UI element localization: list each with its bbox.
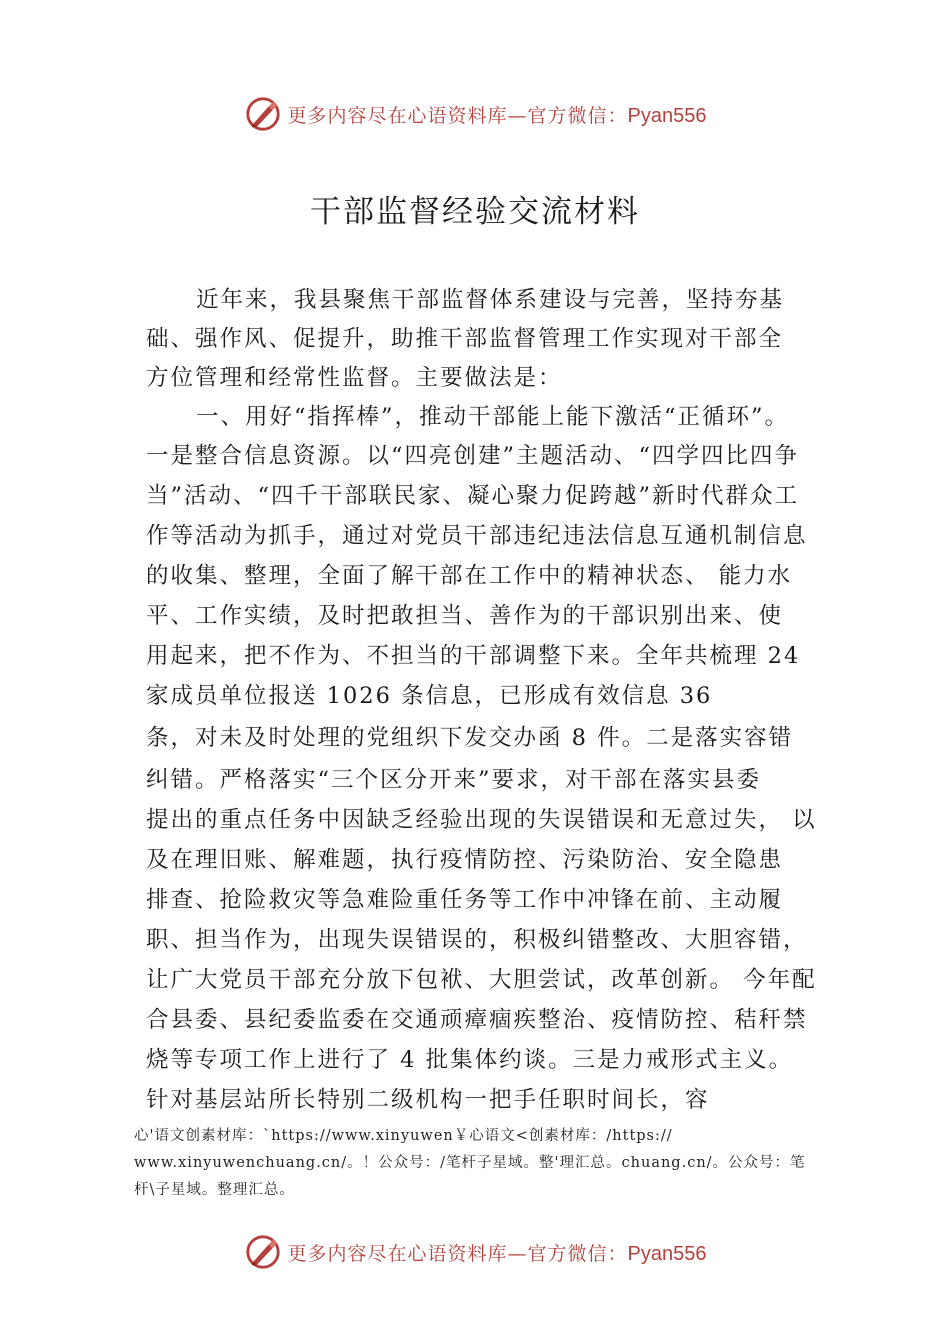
body-line: 用起来，把不作为、不担当的干部调整下来。全年共梳理 24 bbox=[146, 643, 801, 669]
footer-note-line: www.xinyuwenchuang.cn/。！公众号：/笔杆子星域。整'理汇总。chuang.cn/。公众号：笔 bbox=[134, 1155, 806, 1171]
body-line: 家成员单位报送 1026 条信息，已形成有效信息 36 bbox=[146, 683, 713, 709]
pen-logo-icon bbox=[244, 1233, 282, 1271]
body-line: 作等活动为抓手，通过对党员干部违纪违法信息互通机制信息 bbox=[146, 523, 808, 549]
body-line: 一是整合信息资源。以“四亮创建”主题活动、“四学四比四争 bbox=[146, 443, 800, 469]
body-line: 提出的重点任务中因缺乏经验出现的失误错误和无意过失， 以 bbox=[146, 807, 817, 833]
banner-text: 更多内容尽在心语资料库—官方微信：Pyan556 bbox=[287, 104, 707, 127]
footer-banner bbox=[0, 1230, 950, 1274]
section-heading: 一、用好“指挥棒”，推动干部能上能下激活“正循环”。 bbox=[196, 404, 790, 430]
body-line: 合县委、县纪委监委在交通顽瘴痼疾整治、疫情防控、秸秆禁 bbox=[146, 1007, 808, 1033]
body-line: 条，对未及时处理的党组织下发交办函 8 件。二是落实容错 bbox=[146, 725, 794, 751]
pen-logo-icon bbox=[244, 95, 282, 133]
banner-text: 更多内容尽在心语资料库—官方微信：Pyan556 bbox=[287, 1242, 707, 1265]
body-line: 平、工作实绩，及时把敢担当、善作为的干部识别出来、使 bbox=[146, 603, 784, 629]
body-line: 当”活动、“四千干部联民家、凝心聚力促跨越”新时代群众工 bbox=[146, 483, 800, 509]
body-line: 的收集、整理，全面了解干部在工作中的精神状态、 能力水 bbox=[146, 563, 793, 589]
body-line: 烧等专项工作上进行了 4 批集体约谈。三是力戒形式主义。 bbox=[146, 1047, 794, 1073]
body-line: 础、强作风、促提升，助推干部监督管理工作实现对干部全 bbox=[146, 326, 784, 352]
body-line: 纠错。严格落实“三个区分开来”要求，对干部在落实县委 bbox=[146, 767, 762, 793]
body-line: 让广大党员干部充分放下包袱、大胆尝试，改革创新。 今年配 bbox=[146, 967, 817, 993]
body-line: 针对基层站所长特别二级机构一把手任职时间长，容 bbox=[146, 1087, 710, 1113]
body-line: 及在理旧账、解难题，执行疫情防控、污染防治、安全隐患 bbox=[146, 847, 784, 873]
document-title: 干部监督经验交流材料 bbox=[310, 194, 640, 230]
body-line: 方位管理和经常性监督。主要做法是： bbox=[146, 365, 563, 391]
footer-note-line: 心'语文创素材库：`https://www.xinyuwen￥心语文<创素材库：/https:// bbox=[134, 1128, 673, 1144]
header-banner bbox=[0, 92, 950, 136]
body-line: 排查、抢险救灾等急难险重任务等工作中冲锋在前、主动履 bbox=[146, 887, 784, 913]
body-line: 近年来，我县聚焦干部监督体系建设与完善，坚持夯基 bbox=[196, 287, 785, 313]
body-line: 职、担当作为，出现失误错误的，积极纠错整改、大胆容错， bbox=[146, 927, 808, 953]
footer-note-line: 杆\子星域。整理汇总。 bbox=[134, 1182, 295, 1198]
